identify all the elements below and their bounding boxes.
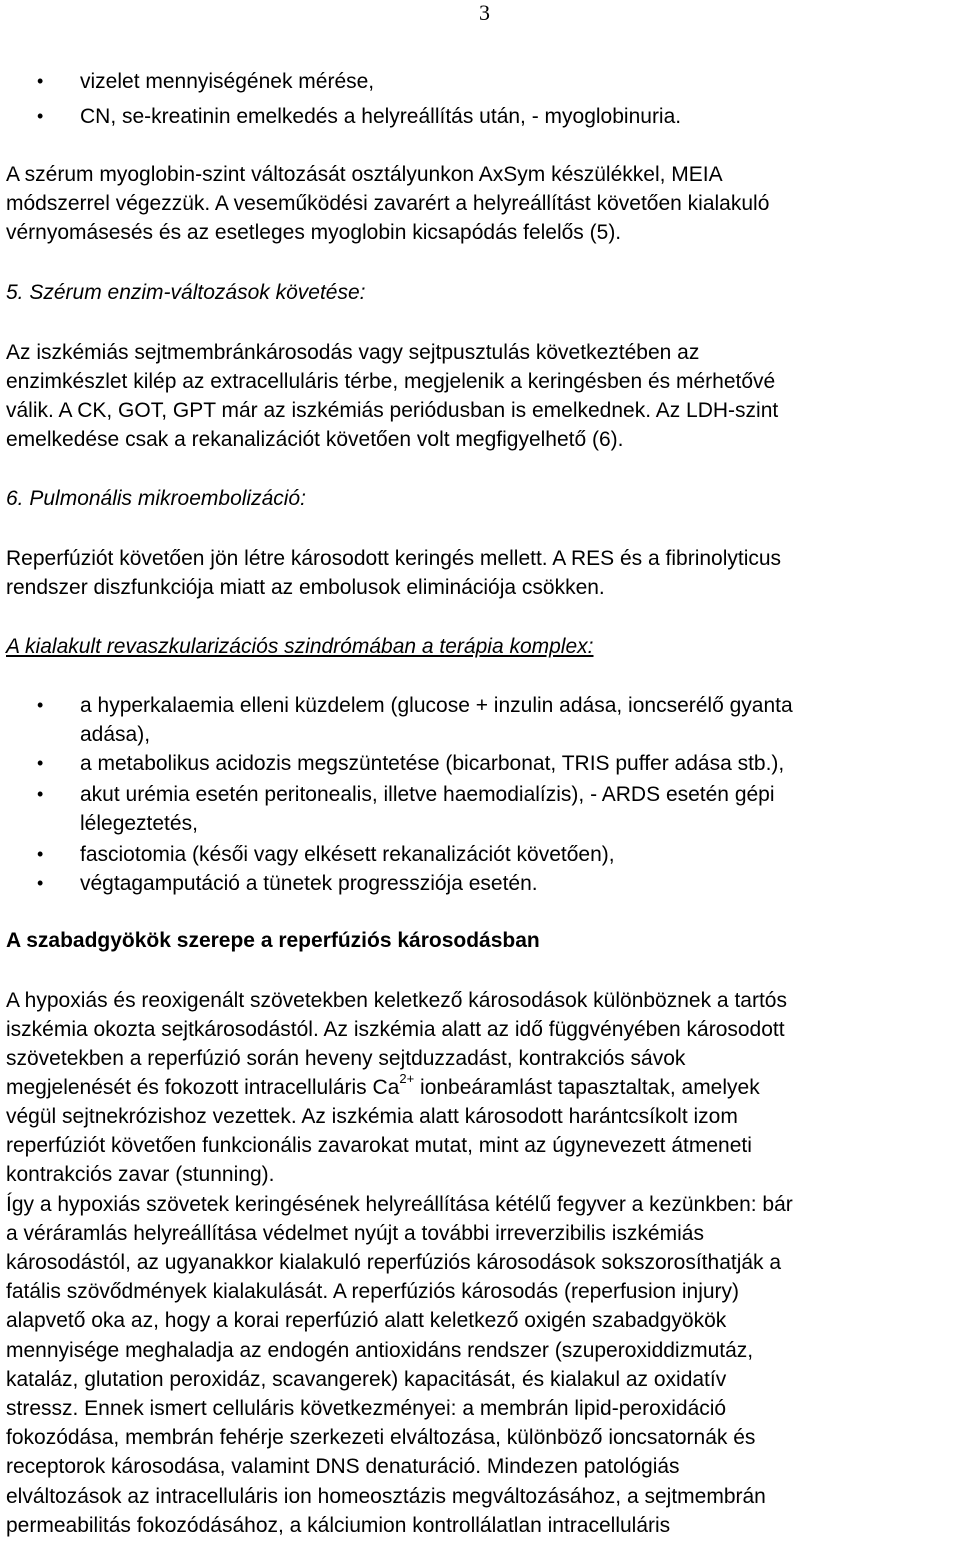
- list-item: fasciotomia (késői vagy elkésett rekanalizációt követően),: [80, 843, 615, 866]
- list-item: CN, se-kreatinin emelkedés a helyreállítás után, - myoglobinuria.: [80, 105, 682, 128]
- paragraph-line: kontrakciós zavar (stunning).: [6, 1163, 275, 1186]
- bullet-icon: •: [37, 873, 44, 893]
- bullet-icon: •: [37, 695, 44, 715]
- list-item: végtagamputáció a tünetek progressziója esetén.: [80, 872, 538, 895]
- paragraph-line: rendszer diszfunkciója miatt az embolusok eliminációja csökken.: [6, 576, 605, 599]
- bullet-icon: •: [37, 844, 44, 864]
- list-item: akut urémia esetén peritonealis, illetve haemodialízis), - ARDS esetén gépi: [80, 783, 775, 806]
- paragraph-line: végül sejtnekrózishoz vezettek. Az iszkémia alatt károsodott harántcsíkolt izom: [6, 1105, 738, 1128]
- paragraph-line: iszkémia okozta sejtkárosodástól. Az iszkémia alatt az idő függvényében károsodott: [6, 1018, 785, 1041]
- section-heading: 6. Pulmonális mikroembolizáció:: [6, 487, 306, 510]
- section-heading: 5. Szérum enzim-változások követése:: [6, 281, 366, 304]
- list-item: a hyperkalaemia elleni küzdelem (glucose + inzulin adása, ioncserélő gyanta: [80, 694, 793, 717]
- bullet-icon: •: [37, 784, 44, 804]
- list-item-continuation: lélegeztetés,: [80, 812, 198, 835]
- superscript: 2+: [399, 1071, 415, 1086]
- paragraph-line: módszerrel végezzük. A veseműködési zavarért a helyreállítást követően kialakuló: [6, 192, 770, 215]
- paragraph-line: enzimkészlet kilép az extracelluláris térbe, megjelenik a keringésben és mérhetővé: [6, 370, 776, 393]
- paragraph-line: a véráramlás helyreállítása védelmet nyújt a további irreverzibilis iszkémiás: [6, 1222, 704, 1245]
- paragraph-line: fatális szövődmények kialakulását. A reperfúziós károsodás (reperfusion injury): [6, 1280, 740, 1303]
- bullet-icon: •: [37, 753, 44, 773]
- paragraph-line: permeabilitás fokozódásához, a kálciumion kontrollálatlan intracelluláris: [6, 1514, 671, 1537]
- paragraph-line: emelkedése csak a rekanalizációt követően volt megfigyelhető (6).: [6, 428, 624, 451]
- page-number: 3: [479, 0, 490, 25]
- paragraph-line: A hypoxiás és reoxigenált szövetekben keletkező károsodások különböznek a tartós: [6, 989, 787, 1012]
- paragraph-line: szövetekben a reperfúzió során heveny sejtduzzadást, kontrakciós sávok: [6, 1047, 686, 1070]
- paragraph-line: reperfúziót követően funkcionális zavarokat mutat, mint az úgynevezett átmeneti: [6, 1134, 752, 1157]
- paragraph-line: Az iszkémiás sejtmembránkárosodás vagy sejtpusztulás következtében az: [6, 341, 700, 364]
- bullet-icon: •: [37, 71, 44, 91]
- paragraph-line: alapvető oka az, hogy a korai reperfúzió alatt keletkező oxigén szabadgyökök: [6, 1309, 727, 1332]
- paragraph-line: kataláz, glutation peroxidáz, scavangerek) kapacitását, és kialakul az oxidatív: [6, 1368, 727, 1391]
- paragraph-line: megjelenését és fokozott intracelluláris $Ca^{2+}$ ionbeáramlást tapasztaltak, amelyek: [6, 1071, 760, 1099]
- list-item: vizelet mennyiségének mérése,: [80, 70, 375, 93]
- therapy-heading: A kialakult revaszkularizációs szindrómában a terápia komplex:: [6, 635, 594, 658]
- paragraph-line: elváltozások az intracelluláris ion homeosztázis megváltozásához, a sejtmembrán: [6, 1485, 766, 1508]
- paragraph-line: receptorok károsodása, valamint DNS denaturáció. Mindezen patológiás: [6, 1455, 680, 1478]
- paragraph-line: stressz. Ennek ismert celluláris következményei: a membrán lipid-peroxidáció: [6, 1397, 727, 1420]
- list-item-continuation: adása),: [80, 723, 151, 746]
- paragraph-line: fokozódása, membrán fehérje szerkezeti elváltozása, különböző ioncsatornák és: [6, 1426, 756, 1449]
- paragraph-line: károsodástól, az ugyanakkor kialakuló reperfúziós károsodások sokszorosíthatják a: [6, 1251, 782, 1274]
- paragraph-line: A szérum myoglobin-szint változását osztályunkon AxSym készülékkel, MEIA: [6, 163, 723, 186]
- paragraph-line: válik. A CK, GOT, GPT már az iszkémiás periódusban is emelkednek. Az LDH-szint: [6, 399, 779, 422]
- paragraph-line: vérnyomásesés és az esetleges myoglobin kicsapódás felelős (5).: [6, 221, 622, 244]
- paragraph-line: Így a hypoxiás szövetek keringésének helyreállítása kétélű fegyver a kezünkben: bár: [6, 1193, 793, 1216]
- section-title: A szabadgyökök szerepe a reperfúziós károsodásban: [6, 929, 540, 952]
- bullet-icon: •: [37, 106, 44, 126]
- paragraph-line: Reperfúziót követően jön létre károsodott keringés mellett. A RES és a fibrinolyticus: [6, 547, 782, 570]
- paragraph-line: mennyisége meghaladja az endogén antioxidáns rendszer (szuperoxiddizmutáz,: [6, 1339, 754, 1362]
- list-item: a metabolikus acidozis megszüntetése (bicarbonat, TRIS puffer adása stb.),: [80, 752, 785, 775]
